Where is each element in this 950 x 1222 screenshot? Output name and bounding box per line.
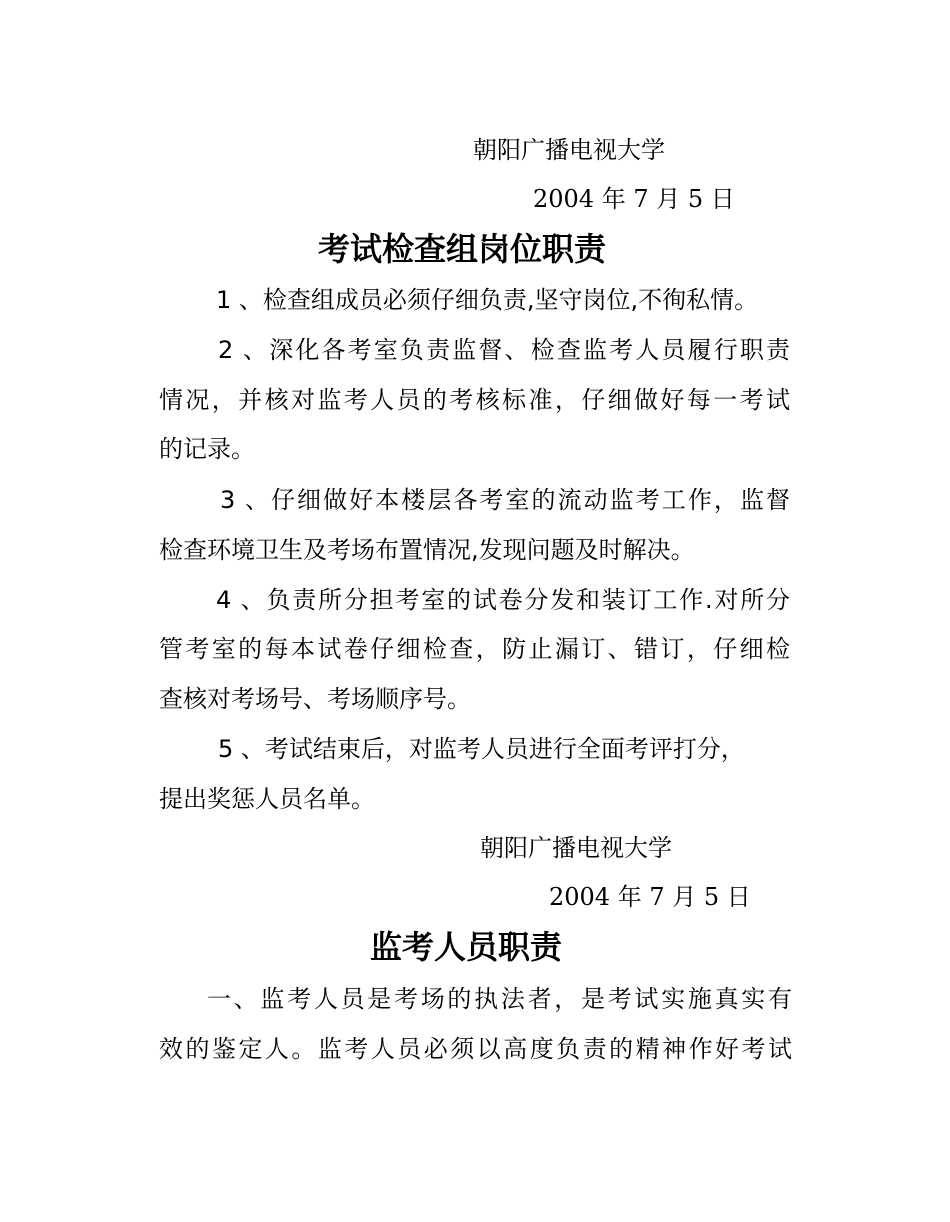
paragraph-line: 一、监考人员是考场的执法者，是考试实施真实有 [207, 985, 792, 1013]
section-title-inspection: 考试检查组岗位职责 [318, 230, 607, 268]
paragraph-line: 情况，并核对监考人员的考核标准，仔细做好每一考试 [159, 386, 790, 414]
paragraph-line: 管考室的每本试卷仔细检查，防止漏订、错订，仔细检 [159, 635, 790, 663]
org-name-1: 朝阳广播电视大学 [473, 136, 665, 164]
section-title-invigilator: 监考人员职责 [370, 928, 563, 966]
paragraph-line: 5 、考试结束后，对监考人员进行全面考评打分， [218, 735, 745, 763]
date-1: 2004 年 7 月 5 日 [533, 185, 735, 213]
paragraph-line: 的记录。 [159, 435, 255, 463]
paragraph-line: 效的鉴定人。监考人员必须以高度负责的精神作好考试 [159, 1035, 792, 1063]
paragraph-line: 3 、仔细做好本楼层各考室的流动监考工作，监督 [220, 486, 790, 514]
paragraph-line: 4 、负责所分担考室的试卷分发和装订工作.对所分 [216, 586, 790, 614]
paragraph-line: 2 、深化各考室负责监督、检查监考人员履行职责 [218, 336, 790, 364]
paragraph-line: 提出奖惩人员名单。 [159, 785, 375, 813]
date-2: 2004 年 7 月 5 日 [549, 883, 751, 911]
paragraph-line: 查核对考场号、考场顺序号。 [159, 685, 471, 713]
org-name-2: 朝阳广播电视大学 [480, 834, 672, 862]
paragraph-line: 检查环境卫生及考场布置情况,发现问题及时解决。 [159, 536, 695, 564]
paragraph-line: 1 、检查组成员必须仔细负责,坚守岗位,不徇私情。 [216, 286, 759, 314]
